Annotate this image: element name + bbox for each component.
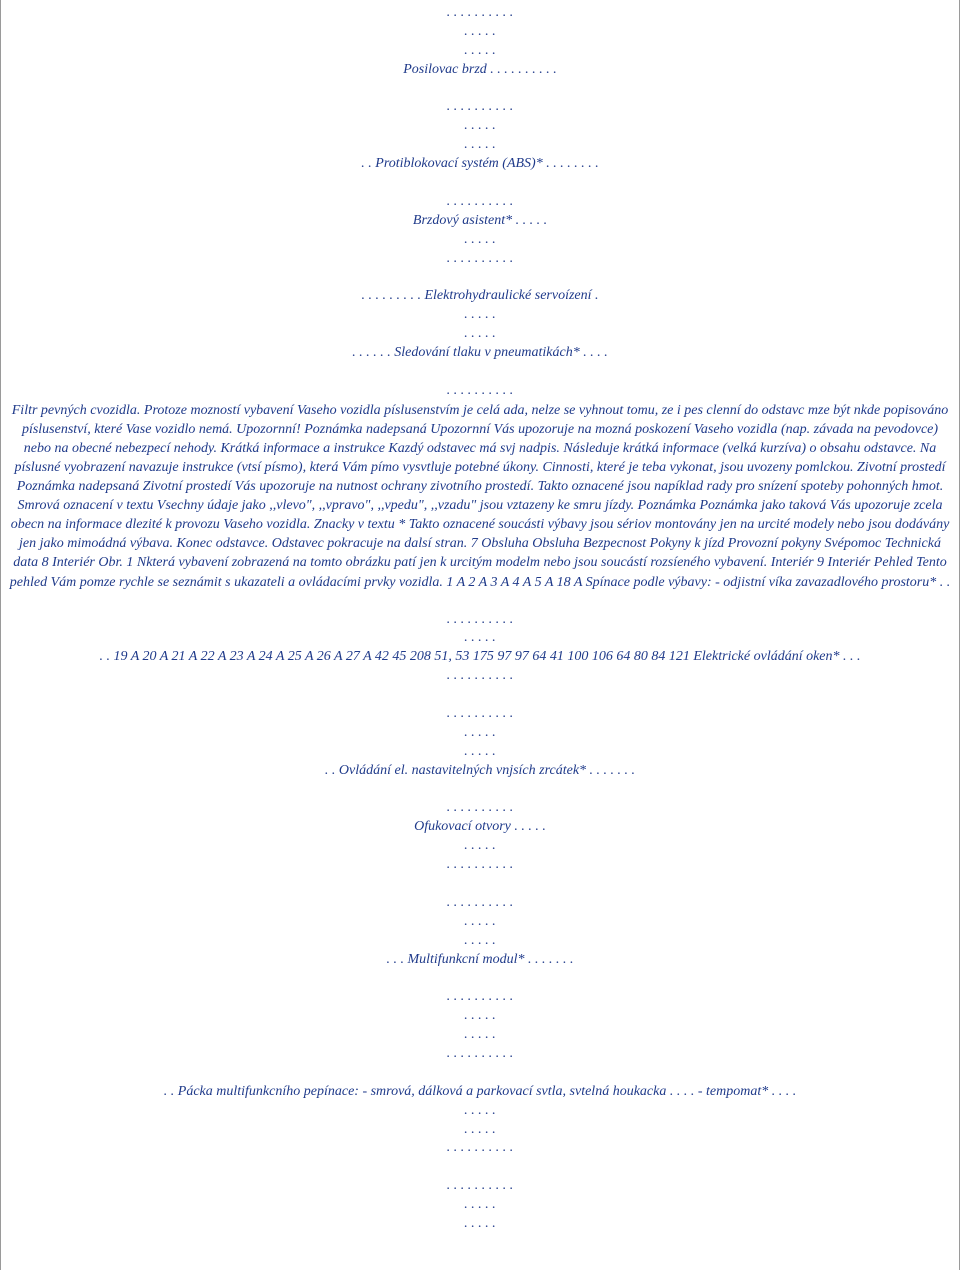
toc-line: . . . . . . . . . . <box>446 857 514 873</box>
toc-line: . . . . . <box>464 326 496 342</box>
toc-line: . . . . . . . . . . <box>446 705 514 721</box>
toc-line: . . . . . . . . . Elektrohydraulické servoízení . <box>361 288 599 304</box>
toc-block-bottom <box>1 592 959 1234</box>
toc-line: . . . . . . . . . . <box>446 193 514 209</box>
toc-line: Posilovac brzd . . . . . . . . . . <box>403 61 557 77</box>
toc-line <box>1 1064 959 1083</box>
toc-line: . . . Multifunkcní modul* . . . . . . . <box>386 951 574 967</box>
toc-line: . . . . . . . . . . <box>446 250 514 266</box>
toc-line: . . . . . <box>464 1121 496 1137</box>
toc-line: . . . . . <box>464 743 496 759</box>
toc-line: . . . . . <box>464 1197 496 1213</box>
toc-line: . . . . . <box>464 1008 496 1024</box>
toc-line: . . . . . <box>464 932 496 948</box>
toc-block-top <box>1 4 959 401</box>
toc-line <box>1 781 959 800</box>
toc-line: . . Pácka multifunkcního pepínace: - smrová, dálková a parkovací svtla, svtelná houkacka . . . . - tempomat* . . . . <box>163 1083 797 1099</box>
toc-line: . . . . . <box>464 23 496 39</box>
toc-line: . . . . . <box>464 913 496 929</box>
toc-line: . . . . . <box>464 1027 496 1043</box>
toc-line <box>1 1158 959 1177</box>
document-body <box>1 0 959 1234</box>
toc-line <box>1 686 959 705</box>
toc-line: . . . . . . . . . . <box>446 382 514 398</box>
toc-line: . . . . . <box>464 630 496 646</box>
toc-line: . . . . . . . . . . <box>446 5 514 20</box>
toc-line: . . . . . <box>464 118 496 134</box>
toc-line: . . 19 A 20 A 21 A 22 A 23 A 24 A 25 A 26 A 27 A 42 45 208 51, 53 175 97 97 64 41 100 106 64 80 84 121 Elektrické ovládání oken* . . . <box>99 649 861 665</box>
toc-line: . . . . . <box>464 1102 496 1118</box>
toc-line <box>1 969 959 988</box>
toc-line <box>1 174 959 193</box>
toc-line: . . . . . <box>464 307 496 323</box>
toc-line: . . . . . <box>464 838 496 854</box>
toc-line: . . Ovládání el. nastavitelných vnjsích zrcátek* . . . . . . . <box>324 762 636 778</box>
toc-line: . . . . . . . . . . <box>446 1140 514 1156</box>
toc-line <box>1 363 959 382</box>
toc-line: . . . . . . . . . . <box>446 611 514 627</box>
toc-line: . . . . . <box>464 724 496 740</box>
toc-line: . . . . . . . . . . <box>446 800 514 816</box>
toc-line: . . . . . . . . . . <box>446 1046 514 1062</box>
toc-line: Brzdový asistent* . . . . . <box>412 212 548 228</box>
toc-line: Ofukovací otvory . . . . . <box>414 819 546 835</box>
toc-line: . . . . . . . . . . <box>446 99 514 115</box>
body-paragraph: Filtr pevných cvozidla. Protoze mozností vybavení Vaseho vozidla píslusenstvím je celá ada, nelze se vyhnout tomu, ze i pes clenní do odstavc mze být nkde popisováno píslusenství, které Vase vozidlo nemá. Upozornní! Poznámka nadepsaná Upozornní Vás upozoruje na mozná poskození Vaseho vozidla (nap. závada na pevodovce) nebo na obecné nebezpecí nehody. Krátká informace a instrukce Kazdý odstavec má svj nadpis. Následuje krátká informace (velká kurzíva) o obsahu odstavce. Na píslusné vyobrazení navazuje instrukce (vtsí písmo), která Vám pímo vysvtluje potebné úkony. Cinnosti, které je teba vykonat, jsou uvozeny pomlckou. Zivotní prostedí Poznámka nadepsaná Zivotní prostedí Vás upozoruje na nutnost ochrany zivotního prostedí. Takto oznacené jsou napíklad rady pro snízení spoteby pohonných hmot. Smrová oznacení v textu Vsechny údaje jako ,,vlevo", ,,vpravo", ,,vpedu", ,,vzadu" jsou vztazeny ke smru jízdy. Poznámka Poznámka jako taková Vás upozoruje zcela obecn na informace dlezité k provozu Vaseho vozidla. Znacky v textu * Takto oznacené soucásti výbavy jsou sériov montovány jen na urcité modely nebo jsou dodávány jen jako mimoádná výbava. Konec odstavce. Odstavec pokracuje na dalsí stran. 7 Obsluha Obsluha Bezpecnost Pokyny k jízd Provozní pokyny Svépomoc Technická data 8 Interiér Obr. 1 Nkterá vybavení zobrazená na tomto obrázku patí jen k urcitým modelm nebo jsou soucástí rozsíeného vybavení. Interiér 9 Interiér Pehled Tento pehled Vám pomze rychle se seznámit s ukazateli a ovládacími prvky vozidla. 1 A 2 A 3 A 4 A 5 A 18 A Spínace podle výbavy: - odjistní víka zavazadlového prostoru* . . <box>9 402 951 590</box>
toc-line: . . . . . <box>464 137 496 153</box>
toc-line: . . . . . . . . . . <box>446 989 514 1005</box>
toc-line: . . . . . <box>464 42 496 58</box>
toc-line: . . . . . <box>464 231 496 247</box>
toc-line <box>1 268 959 287</box>
toc-line: . . Protiblokovací systém (ABS)* . . . . . . . . <box>361 156 599 172</box>
toc-line: . . . . . <box>464 1216 496 1232</box>
toc-line: . . . . . . . . . . <box>446 1178 514 1194</box>
toc-line <box>1 875 959 894</box>
toc-line <box>1 592 959 611</box>
toc-line <box>1 80 959 99</box>
toc-line: . . . . . . . . . . <box>446 668 514 684</box>
toc-line: . . . . . . Sledování tlaku v pneumatikách* . . . . <box>352 345 608 361</box>
toc-line: . . . . . . . . . . <box>446 894 514 910</box>
